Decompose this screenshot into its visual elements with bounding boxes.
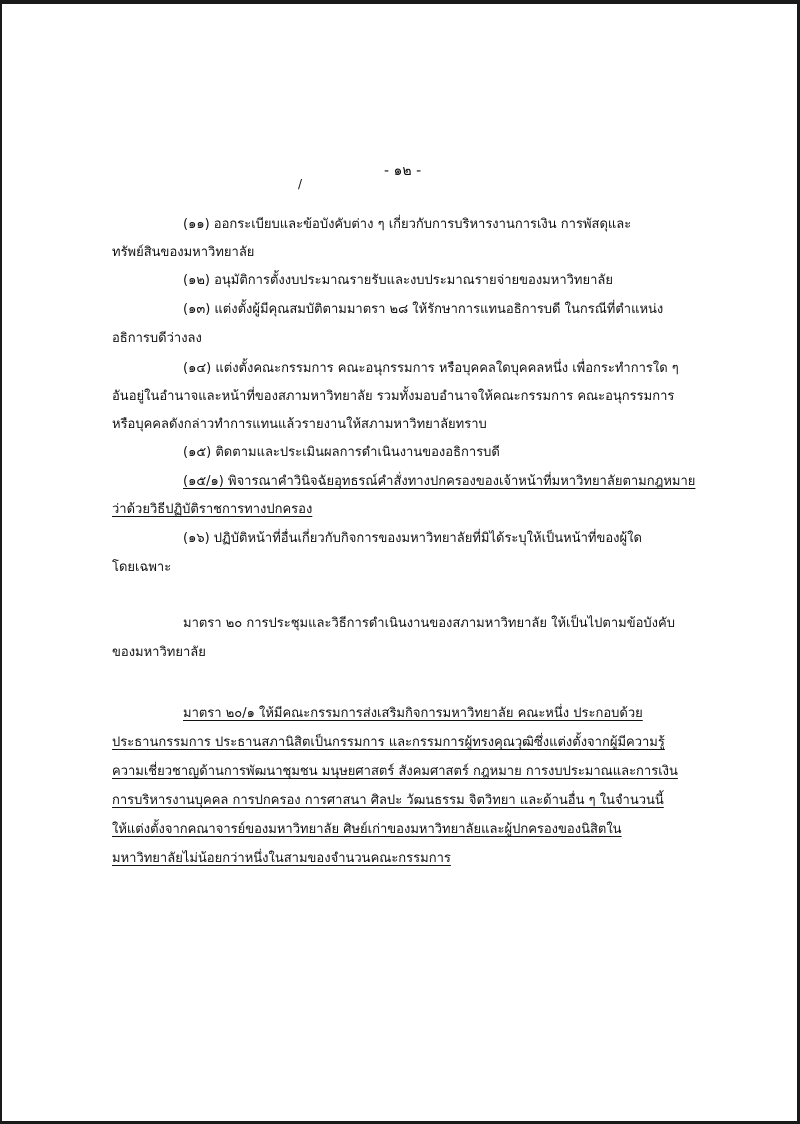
section-20-line-2: ของมหาวิทยาลัย — [112, 645, 206, 660]
section-20-1-line-2: ประธานกรรมการ ประธานสภานิสิตเป็นกรรมการ และกรรมการผู้ทรงคุณวุฒิซึ่งแต่งตั้งจากผู้มีความรู้ — [112, 735, 665, 750]
item-14-line-2: อันอยู่ในอำนาจและหน้าที่ของสภามหาวิทยาลัย รวมทั้งมอบอำนาจให้คณะกรรมการ คณะอนุกรรมการ — [112, 389, 675, 404]
item-11-line-1: (๑๑) ออกระเบียบและข้อบังคับต่าง ๆ เกี่ยวกับการบริหารงานการเงิน การพัสดุและ — [183, 217, 632, 232]
item-15-1-line-1: (๑๕/๑) พิจารณาคำวินิจฉัยอุทธรณ์คำสั่งทางปกครองของเจ้าหน้าที่มหาวิทยาลัยตามกฎหมาย — [183, 474, 696, 489]
scan-speck: / — [298, 177, 303, 191]
item-15-line-1: (๑๕) ติดตามและประเมินผลการดำเนินงานของอธิการบดี — [183, 445, 500, 460]
scan-border-left — [0, 0, 2, 1124]
item-14-line-3: หรือบุคคลดังกล่าวทำการแทนแล้วรายงานให้สภามหาวิทยาลัยทราบ — [112, 417, 487, 432]
item-14-line-1: (๑๔) แต่งตั้งคณะกรรมการ คณะอนุกรรมการ หรือบุคคลใดบุคคลหนึ่ง เพื่อกระทำการใด ๆ — [183, 361, 679, 376]
section-20-1-line-5: ให้แต่งตั้งจากคณาจารย์ของมหาวิทยาลัย ศิษย์เก่าของมหาวิทยาลัยและผู้ปกครองของนิสิตใน — [112, 822, 622, 837]
item-12-line-1: (๑๒) อนุมัติการตั้งงบประมาณรายรับและงบประมาณรายจ่ายของมหาวิทยาลัย — [183, 273, 613, 288]
section-20-1-line-6: มหาวิทยาลัยไม่น้อยกว่าหนึ่งในสามของจำนวนคณะกรรมการ — [112, 851, 451, 866]
section-20-1-line-3: ความเชี่ยวชาญด้านการพัฒนาชุมชน มนุษยศาสตร์ สังคมศาสตร์ กฎหมาย การงบประมาณและการเงิน — [112, 764, 678, 779]
item-16-line-1: (๑๖) ปฏิบัติหน้าที่อื่นเกี่ยวกับกิจการของมหาวิทยาลัยที่มิได้ระบุให้เป็นหน้าที่ของผู้ใด — [183, 531, 642, 546]
section-20-1-line-4: การบริหารงานบุคคล การปกครอง การศาสนา ศิลปะ วัฒนธรรม จิตวิทยา และด้านอื่น ๆ ในจำนวนนี้ — [112, 793, 664, 808]
page-number: - ๑๒ - — [384, 163, 422, 179]
section-20-line-1: มาตรา ๒๐ การประชุมและวิธีการดำเนินงานของสภามหาวิทยาลัย ให้เป็นไปตามข้อบังคับ — [183, 616, 675, 631]
item-11-line-2: ทรัพย์สินของมหาวิทยาลัย — [112, 245, 255, 260]
scan-border-top — [0, 0, 800, 4]
item-13-line-2: อธิการบดีว่างลง — [112, 331, 202, 346]
item-15-1-line-2: ว่าด้วยวิธีปฏิบัติราชการทางปกครอง — [112, 502, 313, 517]
item-16-line-2: โดยเฉพาะ — [112, 560, 172, 575]
item-13-line-1: (๑๓) แต่งตั้งผู้มีคุณสมบัติตามมาตรา ๒๘ ให้รักษาการแทนอธิการบดี ในกรณีที่ตำแหน่ง — [183, 302, 664, 317]
section-20-1-line-1: มาตรา ๒๐/๑ ให้มีคณะกรรมการส่งเสริมกิจการมหาวิทยาลัย คณะหนึ่ง ประกอบด้วย — [183, 706, 643, 721]
